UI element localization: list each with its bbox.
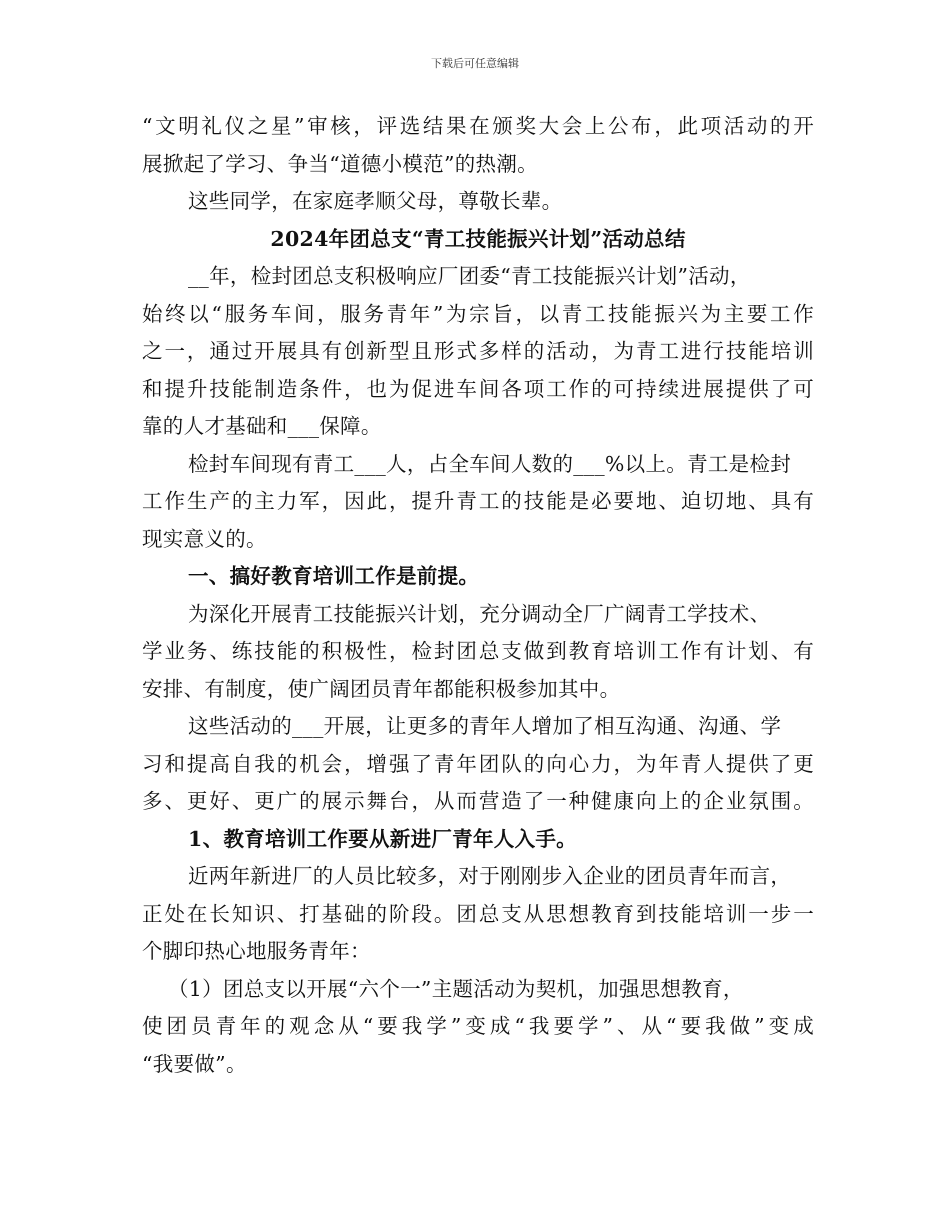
text-line: 为深化开展青工技能振兴计划，充分调动全厂广阔青工学技术、	[188, 601, 771, 626]
text-line: 之一，通过开展具有创新型且形式多样的活动，为青工进行技能培训	[142, 339, 814, 363]
text-line: “文明礼仪之星”审核，评选结果在颁奖大会上公布，此项活动的开	[142, 114, 814, 138]
text-line: 习和提高自我的机会，增强了青年团队的向心力，为年青人提供了更	[142, 751, 814, 776]
text-line: 工作生产的主力军，因此，提升青工的技能是必要地、迫切地、具有	[142, 489, 814, 513]
subsection-heading: 1、教育培训工作要从新进厂青年人入手。	[188, 826, 577, 851]
text-line: 始终以“服务车间，服务青年”为宗旨，以青工技能振兴为主要工作	[142, 301, 814, 326]
text-line: 检封车间现有青工___人，占全车间人数的___%以上。青工是检封	[188, 451, 792, 476]
text-line: 安排、有制度，使广阔团员青年都能积极参加其中。	[142, 676, 621, 701]
text-line: 学业务、练技能的积极性，检封团总支做到教育培训工作有计划、有	[142, 639, 814, 663]
text-line: 近两年新进厂的人员比较多，对于刚刚步入企业的团员青年而言，	[188, 864, 792, 888]
text-line: 正处在长知识、打基础的阶段。团总支从思想教育到技能培训一步一	[142, 901, 814, 926]
text-line: （1）团总支以开展“六个一”主题活动为契机，加强思想教育，	[168, 976, 744, 1001]
text-line: 这些活动的___开展，让更多的青年人增加了相互沟通、沟通、学	[188, 714, 782, 738]
text-line: 展掀起了学习、争当“道德小模范”的热潮。	[142, 151, 538, 176]
text-line: 现实意义的。	[142, 526, 267, 551]
section-title: 2024年团总支“青工技能振兴计划”活动总结	[270, 226, 686, 251]
document-body	[142, 108, 814, 1083]
text-line: 多、更好、更广的展示舞台，从而营造了一种健康向上的企业氛围。	[142, 789, 814, 813]
text-line: 使团员青年的观念从“要我学”变成“我要学”、从“要我做”变成	[142, 1014, 814, 1038]
page-header: 下载后可任意编辑	[431, 57, 519, 70]
text-line: 和提升技能制造条件，也为促进车间各项工作的可持续进展提供了可	[142, 376, 814, 401]
text-line: 靠的人才基础和___保障。	[142, 414, 382, 438]
section-heading: 一、搞好教育培训工作是前提。	[188, 564, 480, 588]
text-line: __年，检封团总支积极响应厂团委“青工技能振兴计划”活动，	[188, 264, 751, 288]
text-line: 个脚印热心地服务青年：	[142, 939, 371, 963]
text-line: 这些同学，在家庭孝顺父母，尊敬长辈。	[188, 189, 563, 213]
text-line: “我要做”。	[142, 1051, 247, 1076]
